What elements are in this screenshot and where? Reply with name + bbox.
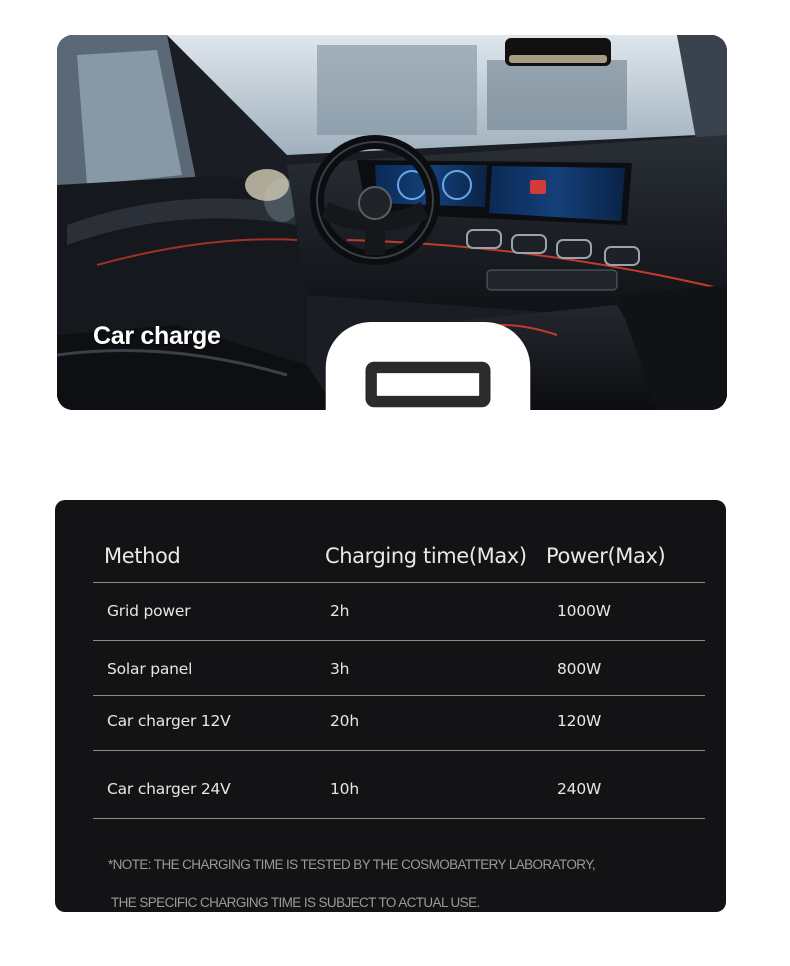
- table-divider: [93, 750, 705, 751]
- table-divider: [93, 695, 705, 696]
- cell-method: Car charger 24V: [107, 780, 231, 798]
- cell-power: 120W: [557, 712, 602, 730]
- cell-power: 240W: [557, 780, 602, 798]
- table-divider: [93, 582, 705, 583]
- cell-charging-time: 3h: [330, 660, 350, 678]
- note-line-2: THE SPECIFIC CHARGING TIME IS SUBJECT TO ACTUAL USE.: [111, 895, 480, 910]
- table-divider: [93, 818, 705, 819]
- cell-method: Car charger 12V: [107, 712, 231, 730]
- car-charger-icon: [93, 322, 727, 410]
- cell-charging-time: 20h: [330, 712, 359, 730]
- table-divider: [93, 640, 705, 641]
- cell-power: 1000W: [557, 602, 611, 620]
- hero-title: Car charge: [93, 322, 221, 350]
- cell-charging-time: 10h: [330, 780, 359, 798]
- note-line-1: *NOTE: THE CHARGING TIME IS TESTED BY THE COSMOBATTERY LABORATORY,: [108, 857, 596, 872]
- header-power: Power(Max): [546, 544, 666, 568]
- cell-power: 800W: [557, 660, 602, 678]
- header-method: Method: [104, 544, 181, 568]
- charging-table-panel: [55, 500, 726, 912]
- cell-method: Grid power: [107, 602, 191, 620]
- hero-label: [93, 322, 221, 351]
- cell-charging-time: 2h: [330, 602, 350, 620]
- header-charging-time: Charging time(Max): [325, 544, 527, 568]
- cell-method: Solar panel: [107, 660, 193, 678]
- car-interior-photo: [57, 35, 727, 410]
